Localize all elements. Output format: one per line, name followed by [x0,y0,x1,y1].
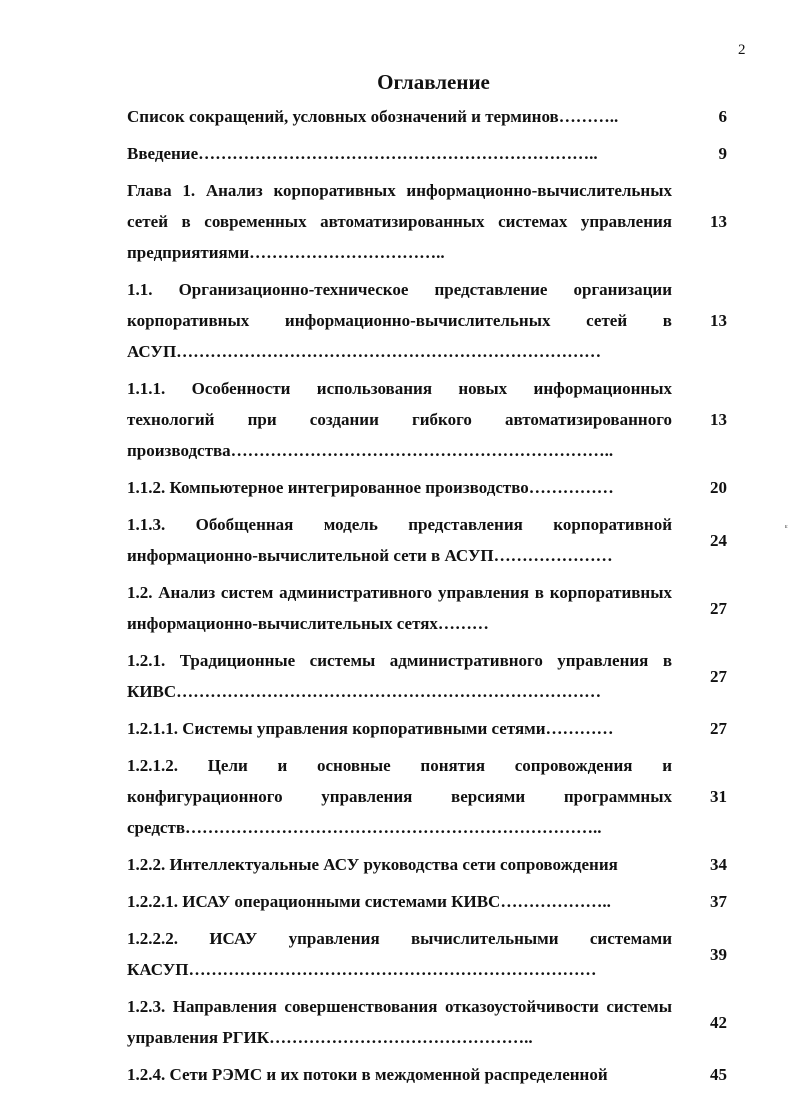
toc-entry-text: 1.2.4. Сети РЭМС и их потоки в междоменной распределенной [127,1065,608,1084]
toc-entry-text: 1.2.3. Направления совершенствования отказоустойчивости системы управления РГИК……………………………………….. [127,997,672,1047]
toc-entry-text: 1.2.2. Интеллектуальные АСУ руководства сети сопровождения [127,855,618,874]
toc-entry-page: 20 [710,478,727,497]
toc-entry[interactable] [127,472,727,503]
toc-entry-page: 37 [710,892,727,911]
toc-entry[interactable] [127,509,727,571]
toc-entry-page: 13 [710,311,727,330]
toc-entry[interactable] [127,886,727,917]
toc-entry-page: 13 [710,410,727,429]
toc-entry-text: 1.1.3. Обобщенная модель представления корпоративной информационно-вычислительной сети в АСУП………………… [127,515,672,565]
toc-entry-page: 9 [718,144,727,163]
toc-entry-text: 1.2.2.1. ИСАУ операционными системами КИВС……………….. [127,892,611,911]
toc-entry-page: 39 [710,944,727,964]
toc-entry-page: 27 [710,666,727,686]
toc-entry-text: 1.2.1. Традиционные системы административного управления в КИВС………………………………………………………………… [127,651,672,701]
scan-mark: ᵋ [785,522,788,534]
toc-entry[interactable] [127,923,727,985]
page-title: Оглавление [377,70,490,94]
toc-entry[interactable] [127,101,727,132]
toc-entry[interactable] [127,138,727,169]
toc-entry[interactable] [127,373,727,466]
toc-entry[interactable] [127,849,727,880]
toc-entry-text: Введение…………………………………………………………….. [127,144,598,163]
toc-entry[interactable] [127,175,727,268]
toc-entry-text: 1.2. Анализ систем административного управления в корпоративных информационно-вычислительных сетях……… [127,583,672,633]
toc-entry-text: 1.1.2. Компьютерное интегрированное производство…………… [127,478,614,497]
toc-entry[interactable] [127,577,727,639]
toc-entry-page: 34 [710,855,727,874]
toc-entry-page: 24 [710,530,727,550]
toc-entry-text: Список сокращений, условных обозначений и терминов……….. [127,107,619,126]
toc-entry-page: 31 [710,787,727,806]
toc-entry[interactable] [127,645,727,707]
toc-entry-text: 1.2.1.1. Системы управления корпоративными сетями………… [127,719,614,738]
toc-entry[interactable] [127,713,727,744]
toc-list [127,101,727,1096]
toc-entry-page: 27 [710,719,727,738]
toc-entry-text: 1.1.1. Особенности использования новых информационных технологий при создании гибкого автоматизированного производства………………………………………………………….. [127,379,672,460]
toc-entry-page: 45 [710,1065,727,1084]
toc-entry[interactable] [127,991,727,1053]
toc-entry-text: Глава 1. Анализ корпоративных информационно-вычислительных сетей в современных автоматизированных системах управления предприятиями…………………………….. [127,181,672,262]
toc-entry[interactable] [127,1059,727,1090]
toc-entry-page: 42 [710,1012,727,1032]
toc-entry-text: 1.1. Организационно-техническое представление организации корпоративных информационно-вычислительных сетей в АСУП………………………………………………………………… [127,280,672,361]
toc-entry-page: 27 [710,598,727,618]
toc-entry[interactable] [127,750,727,843]
page-number: 2 [738,42,746,58]
toc-entry[interactable] [127,274,727,367]
toc-entry-page: 13 [710,212,727,231]
toc-entry-text: 1.2.2.2. ИСАУ управления вычислительными системами КАСУП……………………………………………………………… [127,929,672,979]
toc-entry-text: 1.2.1.2. Цели и основные понятия сопровождения и конфигурационного управления версиями программных средств……………………………………………………………….. [127,756,672,837]
toc-entry-page: 6 [718,107,727,126]
